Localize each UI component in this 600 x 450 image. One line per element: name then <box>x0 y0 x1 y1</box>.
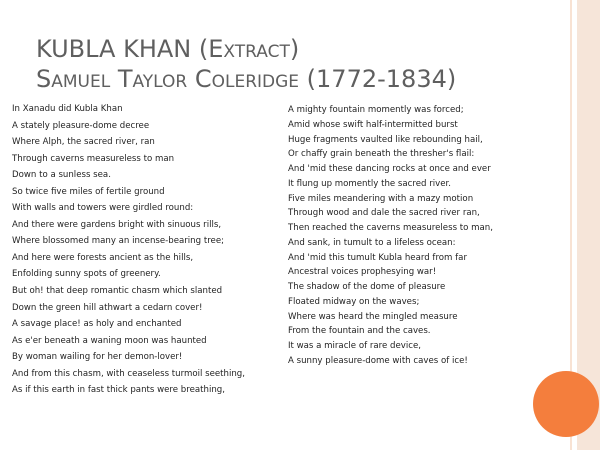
poem-line: Amid whose swift half-intermitted burst <box>288 119 458 130</box>
poem-left-column <box>12 101 245 399</box>
poem-line: Floated midway on the waves; <box>288 296 420 307</box>
poem-line: And 'mid these dancing rocks at once and ever <box>288 164 491 174</box>
poem-line: Down to a sunless sea. <box>12 170 111 181</box>
poem-line: The shadow of the dome of pleasure <box>288 282 446 292</box>
poem-line: But oh! that deep romantic chasm which slanted <box>12 286 223 297</box>
poem-line: A sunny pleasure-dome with caves of ice! <box>288 355 468 366</box>
poem-line: Enfolding sunny spots of greenery. <box>12 269 161 280</box>
poem-line: So twice five miles of fertile ground <box>12 186 165 197</box>
poem-line: And there were gardens bright with sinuous rills, <box>12 219 222 230</box>
poem-line: With walls and towers were girdled round: <box>12 203 194 214</box>
poem-line: A savage place! as holy and enchanted <box>12 319 182 330</box>
poem-line: Then reached the caverns measureless to man, <box>288 223 493 233</box>
poem-line: Where was heard the mingled measure <box>288 311 458 322</box>
poem-line: Down the green hill athwart a cedarn cover! <box>12 302 203 313</box>
poem-line: As if this earth in fast thick pants were breathing, <box>12 385 225 396</box>
poem-line: From the fountain and the caves. <box>288 326 431 337</box>
poem-line: Where blossomed many an incense-bearing tree; <box>12 236 225 247</box>
poem-line: Where Alph, the sacred river, ran <box>12 137 155 148</box>
poem-line: Or chaffy grain beneath the thresher's flail: <box>288 149 475 160</box>
poem-line: By woman wailing for her demon-lover! <box>12 352 183 363</box>
poem-line: And from this chasm, with ceaseless turmoil seething, <box>12 368 245 379</box>
poem-line: It was a miracle of rare device, <box>288 341 421 351</box>
poem-line: Huge fragments vaulted like rebounding hail, <box>288 134 483 145</box>
poem-line: And 'mid this tumult Kubla heard from far <box>288 252 467 263</box>
poem-line: Through wood and dale the sacred river ran, <box>288 208 480 219</box>
poem-line: As e'er beneath a waning moon was haunted <box>12 335 207 346</box>
poem-line: And here were forests ancient as the hills, <box>12 252 194 263</box>
poem-line: And sank, in tumult to a lifeless ocean: <box>288 237 456 248</box>
title-line-1: KUBLA KHAN (Extract) <box>36 35 300 63</box>
title-line-2: Samuel Taylor Coleridge (1772-1834) <box>36 65 457 93</box>
slide-title <box>36 34 456 94</box>
decorative-circle <box>533 371 599 437</box>
poem-line: It flung up momently the sacred river. <box>288 178 451 189</box>
poem-line: Ancestral voices prophesying war! <box>288 267 437 278</box>
poem-line: Five miles meandering with a mazy motion <box>288 193 474 204</box>
poem-line: A mighty fountain momently was forced; <box>288 105 464 115</box>
poem-line: In Xanadu did Kubla Khan <box>12 104 123 114</box>
poem-line: A stately pleasure-dome decree <box>12 120 150 131</box>
poem-right-column <box>288 103 493 369</box>
poem-line: Through caverns measureless to man <box>12 153 175 164</box>
